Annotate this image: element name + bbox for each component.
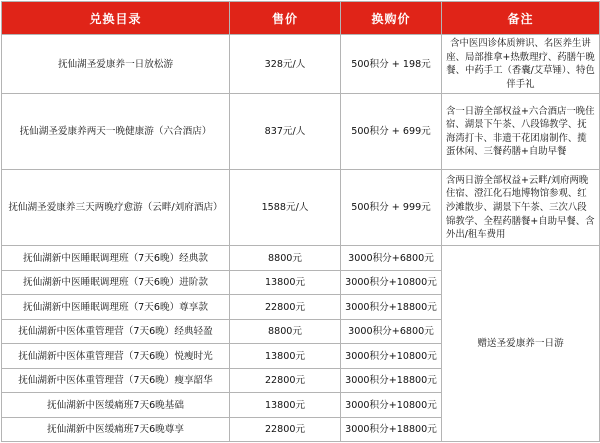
course-redeem: 3000积分+18800元 [341,417,442,442]
course-price: 22800元 [230,295,341,320]
table-row [2,246,600,271]
course-name: 抚仙湖新中医体重管理营（7天6晚）瘦享韶华 [2,368,230,393]
package-redeem: 500积分 + 999元 [341,170,442,246]
header-row [2,2,600,35]
package-note: 含两日游全部权益+云畔/刘府两晚住宿、澄江化石地博物馆参观、红沙滩散步、湖景下午茶、三次八段锦教学、全程药膳餐+自助早餐、含外出/租车费用 [442,170,600,246]
header-redeem-price: 换购价 [341,2,442,35]
course-redeem: 3000积分+10800元 [341,393,442,418]
package-name: 抚仙湖圣爱康养两天一晚健康游（六合酒店） [2,94,230,170]
package-price: 1588元/人 [230,170,341,246]
package-name: 抚仙湖圣爱康养一日放松游 [2,35,230,94]
course-price: 22800元 [230,417,341,442]
package-price: 328元/人 [230,35,341,94]
table-row [2,170,600,246]
course-name: 抚仙湖新中医体重管理营（7天6晚）经典轻盈 [2,319,230,344]
table-row [2,35,600,94]
course-redeem: 3000积分+6800元 [341,319,442,344]
courses-gift-note: 赠送圣爱康养一日游 [442,246,600,442]
course-redeem: 3000积分+10800元 [341,270,442,295]
course-name: 抚仙湖新中医睡眠调理班（7天6晚）尊享款 [2,295,230,320]
package-note: 含一日游全部权益+六合酒店一晚住宿、湖景下午茶、八段锦教学、抚海湾打卡、非遗干花团扇制作、揽蛋休闲、三餐药膳+自助早餐 [442,94,600,170]
course-redeem: 3000积分+6800元 [341,246,442,271]
course-price: 13800元 [230,344,341,369]
course-price: 13800元 [230,393,341,418]
table-row [2,94,600,170]
package-redeem: 500积分 + 699元 [341,94,442,170]
package-redeem: 500积分 + 198元 [341,35,442,94]
course-name: 抚仙湖新中医缓痛班7天6晚尊享 [2,417,230,442]
course-name: 抚仙湖新中医缓痛班7天6晚基础 [2,393,230,418]
course-price: 8800元 [230,246,341,271]
course-name: 抚仙湖新中医睡眠调理班（7天6晚）经典款 [2,246,230,271]
course-price: 13800元 [230,270,341,295]
course-name: 抚仙湖新中医体重管理营（7天6晚）悦瘦时光 [2,344,230,369]
redemption-table [1,1,600,442]
course-redeem: 3000积分+18800元 [341,368,442,393]
course-redeem: 3000积分+10800元 [341,344,442,369]
package-name: 抚仙湖圣爱康养三天两晚疗愈游（云畔/刘府酒店） [2,170,230,246]
course-price: 8800元 [230,319,341,344]
redemption-table-wrapper [1,1,599,442]
package-note: 含中医四诊体质辨识、名医养生讲座、局部推拿+热敷理疗、药膳午晚餐、中药手工（香囊/艾草锤）、特色伴手礼 [442,35,600,94]
course-name: 抚仙湖新中医睡眠调理班（7天6晚）进阶款 [2,270,230,295]
header-price: 售价 [230,2,341,35]
course-price: 22800元 [230,368,341,393]
course-redeem: 3000积分+18800元 [341,295,442,320]
header-notes: 备注 [442,2,600,35]
package-price: 837元/人 [230,94,341,170]
header-catalog: 兑换目录 [2,2,230,35]
